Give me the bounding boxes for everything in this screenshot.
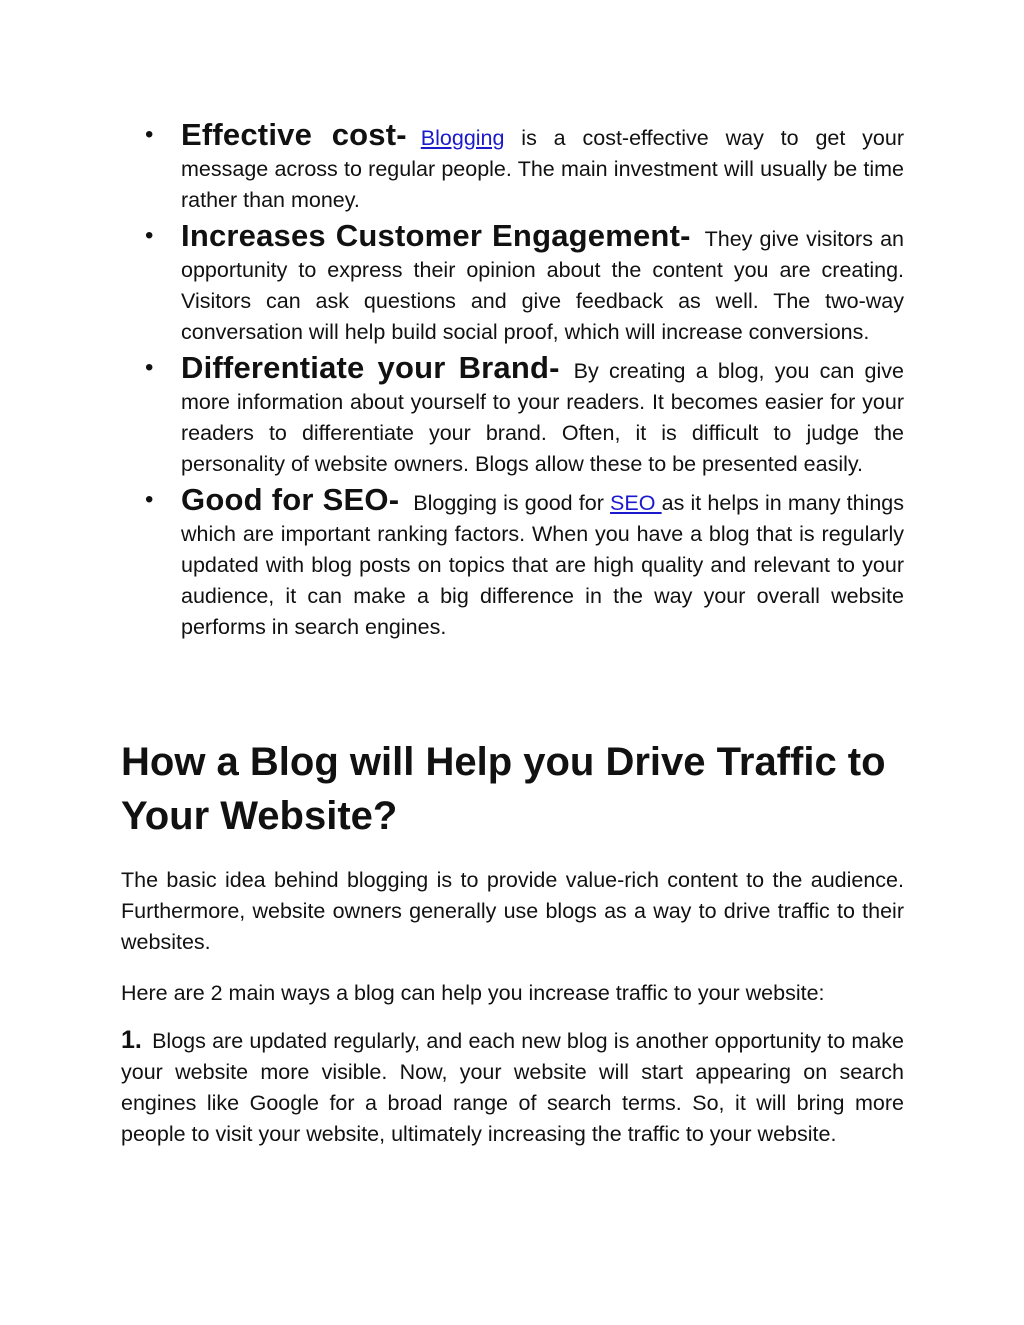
- point-number: 1.: [121, 1026, 142, 1054]
- list-item-good-for-seo: [145, 482, 904, 643]
- seo-description-end: as it helps in many things which are important ranking factors. When you have a blog that is regularly updated with blog posts on topics that are high quality and relevant to your audience, it can make a big difference in the way your overall website performs in search engines.: [181, 491, 904, 639]
- term-differentiate-brand: Differentiate your Brand-: [181, 350, 560, 385]
- point-1-text: Blogs are updated regularly, and each new blog is another opportunity to make your website more visible. Now, your website will start appearing on search engines like Google for a broad range of search terms. So, it will bring more people to visit your website, ultimately increasing the traffic to your website.: [121, 1029, 904, 1146]
- bullet-icon: •: [145, 354, 154, 381]
- term-effective-cost: Effective cost-: [181, 117, 407, 152]
- customer-engagement-description: They give visitors an opportunity to express their opinion about the content you are creating. Visitors can ask questions and give feedback as well. The two-way conversation will help build social proof, which will increase conversions.: [181, 227, 904, 344]
- point-1-paragraph: [121, 1025, 904, 1150]
- differentiate-brand-description: By creating a blog, you can give more information about yourself to your readers. It becomes easier for your readers to differentiate your brand. Often, it is difficult to judge the personality of website owners. Blogs allow these to be presented easily.: [181, 359, 904, 476]
- bullet-icon: •: [145, 121, 154, 148]
- effective-cost-description: is a cost-effective way to get your message across to regular people. The main investment will usually be time rather than money.: [181, 126, 904, 212]
- intro-paragraph: The basic idea behind blogging is to provide value-rich content to the audience. Furthermore, website owners generally use blogs as a way to drive traffic to their websites.: [121, 868, 904, 954]
- list-item-effective-cost: [145, 117, 904, 216]
- term-good-for-seo: Good for SEO-: [181, 482, 400, 517]
- blogging-link[interactable]: Blogging: [420, 126, 505, 150]
- bullet-icon: •: [145, 222, 154, 249]
- lead-paragraph: Here are 2 main ways a blog can help you increase traffic to your website:: [121, 981, 825, 1005]
- seo-description-start: Blogging is good for: [413, 491, 611, 515]
- seo-link[interactable]: SEO: [610, 491, 662, 515]
- list-item-differentiate-brand: [145, 350, 904, 480]
- benefits-list: [0, 118, 1024, 646]
- term-customer-engagement: Increases Customer Engagement-: [181, 218, 691, 253]
- list-item-customer-engagement: [145, 218, 904, 348]
- bullet-icon: •: [145, 486, 154, 513]
- section-heading: How a Blog will Help you Drive Traffic to Your Website?: [121, 740, 886, 838]
